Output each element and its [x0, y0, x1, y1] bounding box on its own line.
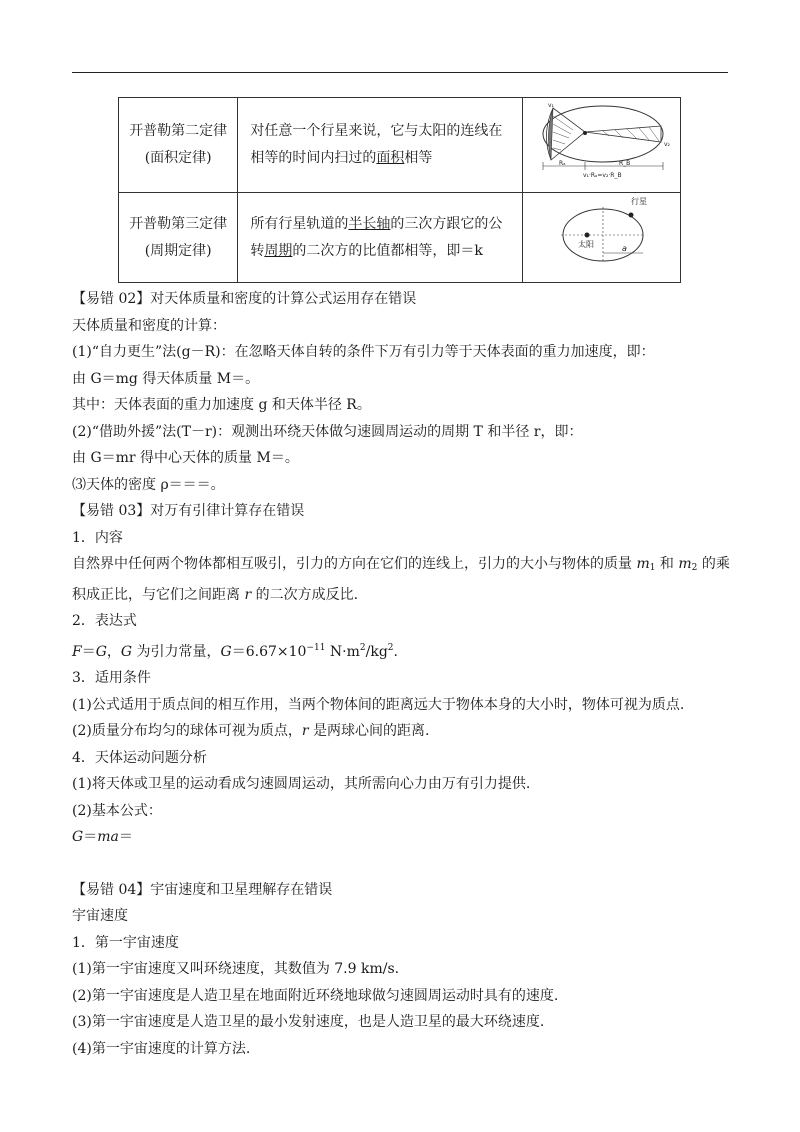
- paragraph: 宇宙速度: [72, 908, 128, 924]
- paragraph: (2)“借助外援”法(T－r)：观测出环绕天体做匀速圆周运动的周期 T 和半径 r，即：: [72, 423, 583, 440]
- paragraph: ⑶天体的密度 ρ＝＝＝。: [72, 476, 225, 493]
- paragraph: (1)“自力更生”法(g－R)：在忽略天体自转的条件下万有引力等于天体表面的重力加速度，即：: [72, 344, 655, 360]
- law-name: 开普勒第三定律: [129, 215, 228, 232]
- v1-label: v₁: [547, 102, 554, 109]
- law-figure-cell: [522, 98, 680, 193]
- law-description: 所有行星轨道的半长轴的三次方跟它的公转周期的二次方的比值都相等，即＝k: [238, 193, 523, 283]
- formula: G＝ma＝: [72, 829, 133, 845]
- sun-dot: [583, 131, 587, 135]
- semi-major-axis-label: a: [621, 244, 627, 253]
- swept-area-left: [548, 108, 553, 160]
- paragraph: 天体质量和密度的计算：: [72, 317, 226, 334]
- law-name-cell: [119, 193, 238, 283]
- paragraph: (2)质量分布均匀的球体可视为质点，r 是两球心间的距离.: [72, 723, 430, 739]
- underlined-term: 面积: [376, 150, 405, 166]
- law-name-cell: [119, 98, 238, 193]
- underlined-term: 周期: [264, 242, 293, 259]
- paragraph: (3)第一宇宙速度是人造卫星的最小发射速度，也是人造卫星的最大环绕速度.: [72, 1014, 545, 1030]
- underlined-term: 半长轴: [348, 215, 391, 232]
- subheading: 4．天体运动问题分析: [72, 749, 207, 766]
- paragraph: 由 G＝mg 得天体质量 M＝。: [72, 370, 260, 387]
- paragraph: (2)第一宇宙速度是人造卫星在地面附近环绕地球做匀速圆周运动时具有的速度.: [72, 987, 559, 1004]
- law-alias: (周期定律): [144, 242, 212, 259]
- section-title: 【易错 03】对万有引律计算存在错误: [72, 503, 305, 519]
- spacer: [72, 851, 732, 877]
- paragraph: (1)第一宇宙速度又叫环绕速度，其数值为 7.9 km/s.: [72, 961, 400, 977]
- kepler-laws-table: [118, 97, 681, 283]
- law-description: 对任意一个行星来说，它与太阳的连线在相等的时间内扫过的面积相等: [238, 98, 523, 193]
- subheading: 1．第一宇宙速度: [72, 934, 179, 951]
- paragraph: (1)公式适用于质点间的相互作用，当两个物体间的距离远大于物体本身的大小时，物体可视为质点.: [72, 696, 685, 713]
- swept-area-right: [585, 126, 661, 142]
- paragraph: (1)将天体或卫星的运动看成匀速圆周运动，其所需向心力由万有引力提供.: [72, 776, 531, 792]
- section-title: 【易错 04】宇宙速度和卫星理解存在错误: [72, 881, 333, 898]
- paragraph: 其中：天体表面的重力加速度 g 和天体半径 R。: [72, 397, 371, 413]
- ra-label: Rₐ: [558, 160, 566, 167]
- table-row: [119, 193, 681, 283]
- notes-body: [72, 286, 732, 1062]
- law-figure-cell: [522, 193, 680, 283]
- paragraph: (4)第一宇宙速度的计算方法.: [72, 1040, 251, 1057]
- law-name: 开普勒第二定律: [129, 123, 228, 139]
- planet-dot: [628, 213, 633, 218]
- v2-label: v₂: [663, 141, 670, 148]
- period-law-diagram: [523, 193, 680, 272]
- rb-label: R_B: [618, 160, 631, 167]
- sun-label: 太阳: [577, 240, 594, 249]
- subheading: 2．表达式: [72, 613, 137, 629]
- law-alias: (面积定律): [144, 150, 212, 166]
- formula: F＝G，G 为引力常量，$G=6.67\times 10^{-11}$ $N\cdot m^2/kg^2$.: [72, 642, 398, 660]
- sun-dot: [584, 233, 589, 238]
- subheading: 1．内容: [72, 529, 123, 546]
- paragraph: (2)基本公式：: [72, 802, 162, 819]
- section-title: 【易错 02】对天体质量和密度的计算公式运用存在错误: [72, 291, 417, 307]
- area-law-caption: v₁·Rₐ=v₂·R_B: [582, 172, 622, 179]
- planet-label: 行星: [630, 197, 647, 206]
- area-law-diagram: [523, 98, 680, 182]
- table-row: [119, 98, 681, 193]
- paragraph: 自然界中任何两个物体都相互吸引，引力的方向在它们的连线上，引力的大小与物体的质量 $m_1$ 和 $m_2$ 的乘积成正比，与它们之间距离 r 的二次方成反比.: [72, 556, 730, 603]
- header-rule: [72, 72, 728, 73]
- paragraph: 由 G＝mr 得中心天体的质量 M＝。: [72, 450, 299, 466]
- subheading: 3．适用条件: [72, 670, 151, 686]
